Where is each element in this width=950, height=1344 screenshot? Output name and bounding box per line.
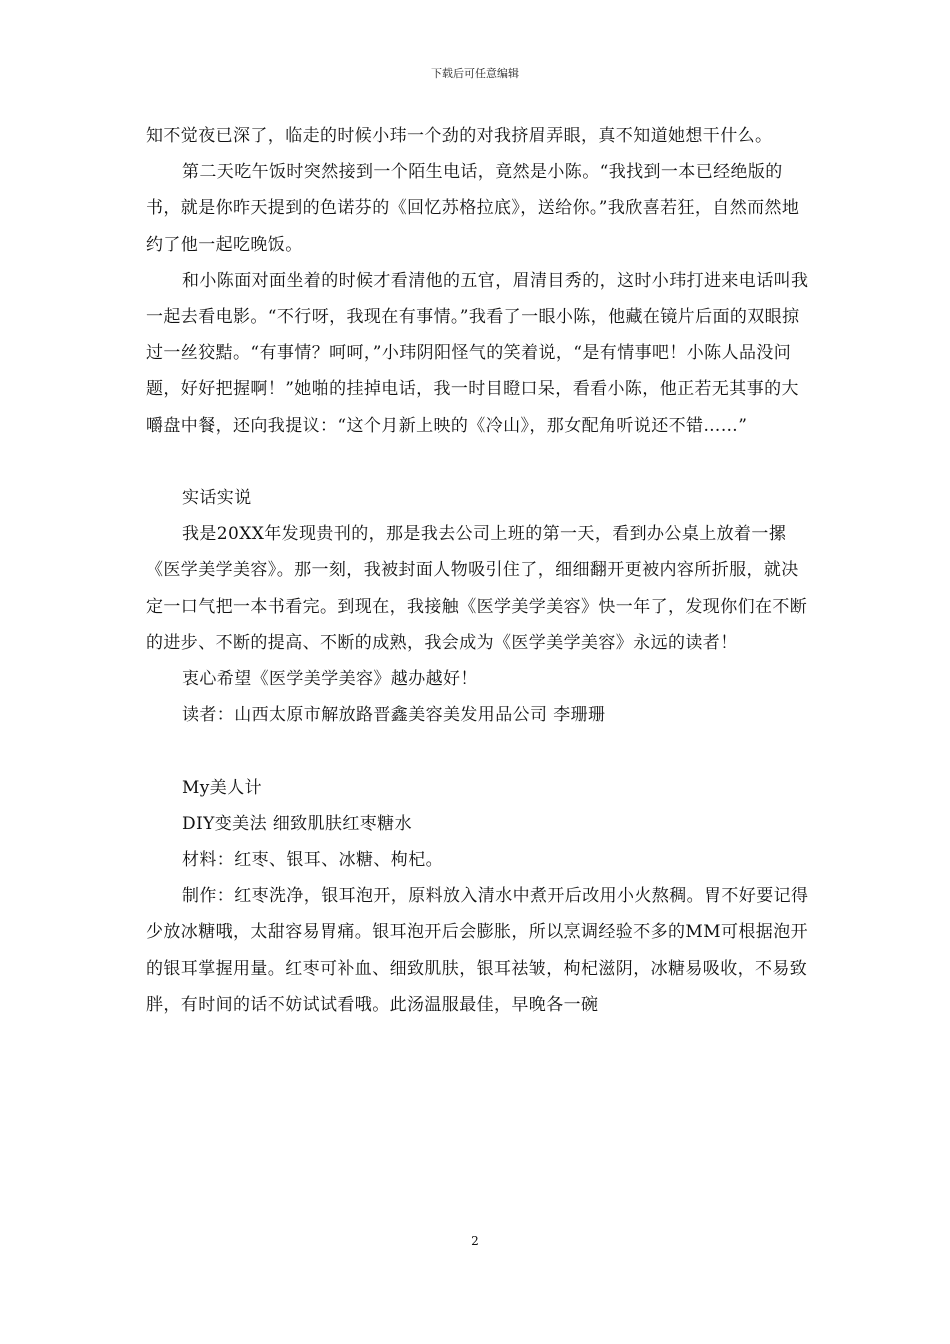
recipe-title: DIY变美法 细致肌肤红枣糖水 xyxy=(182,813,412,834)
page-number: 2 xyxy=(471,1234,479,1248)
story-paragraph-2: 第二天吃午饭时突然接到一个陌生电话，竟然是小陈。“我找到一本已经绝版的书，就是你昨天提到的色诺芬的《回忆苏格拉底》，送给你。”我欣喜若狂，自然而然地约了他一起吃晚饭。 xyxy=(146,162,800,255)
section-heading-truth: 实话实说 xyxy=(182,488,252,509)
document-body xyxy=(146,118,814,1023)
truth-paragraph-1: 我是20XX年发现贵刊的，那是我去公司上班的第一天，看到办公桌上放着一摞《医学美学美容》。那一刻，我被封面人物吸引住了，细细翻开更被内容所折服，就决定一口气把一本书看完。到现在，我接触《医学美学美容》快一年了，发现你们在不断的进步、不断的提高、不断的成熟，我会成为《医学美学美容》永远的读者！ xyxy=(146,524,808,653)
section-spacer xyxy=(146,444,814,480)
page-header: 下载后可任意编辑 xyxy=(431,67,519,80)
section-heading-beauty: My美人计 xyxy=(182,777,263,798)
reader-signature: 读者：山西太原市解放路晋鑫美容美发用品公司 李珊珊 xyxy=(182,705,606,726)
story-paragraph-3: 和小陈面对面坐着的时候才看清他的五官，眉清目秀的，这时小玮打进来电话叫我一起去看电影。“不行呀，我现在有事情。”我看了一眼小陈，他藏在镜片后面的双眼掠过一丝狡黠。“有事情？呵呵，”小玮阴阳怪气的笑着说，“是有情事吧！小陈人品没问题，好好把握啊！”她啪的挂掉电话，我一时目瞪口呆，看看小陈，他正若无其事的大嚼盘中餐，还向我提议：“这个月新上映的《冷山》，那女配角听说还不错……” xyxy=(146,270,809,436)
truth-paragraph-2: 衷心希望《医学美学美容》越办越好！ xyxy=(182,669,478,690)
section-spacer xyxy=(146,733,814,769)
recipe-method: 制作：红枣洗净，银耳泡开，原料放入清水中煮开后改用小火熬稠。胃不好要记得少放冰糖哦，太甜容易胃痛。银耳泡开后会膨胀，所以烹调经验不多的MM可根据泡开的银耳掌握用量。红枣可补血、细致肌肤，银耳祛皱，枸杞滋阴，冰糖易吸收，不易致胖，有时间的话不妨试试看哦。此汤温服最佳，早晚各一碗 xyxy=(146,886,809,1015)
recipe-materials: 材料：红枣、银耳、冰糖、枸杞。 xyxy=(182,850,443,871)
story-paragraph-1: 知不觉夜已深了，临走的时候小玮一个劲的对我挤眉弄眼，真不知道她想干什么。 xyxy=(146,126,773,146)
